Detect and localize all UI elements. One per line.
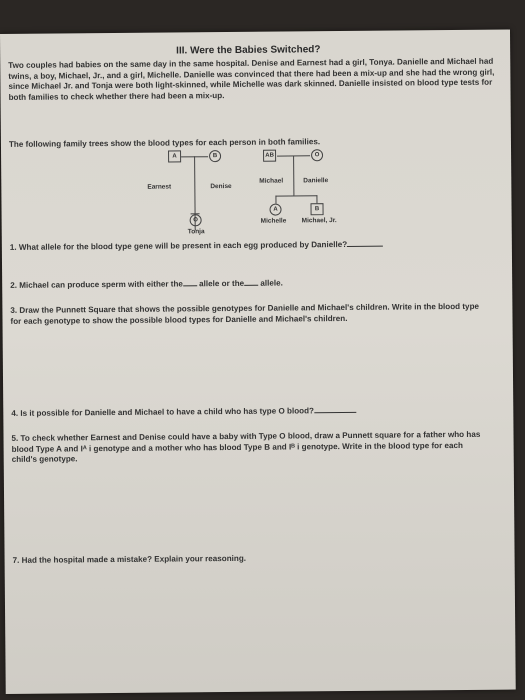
sibling-line-2	[275, 195, 317, 196]
question-3: 3. Draw the Punnett Square that shows the possible genotypes for Danielle and Michael's children. Write in the blood type for each genotype to show the possible blood types for Danielle and Michael's children.	[10, 301, 480, 326]
question-1-text: 1. What allele for the blood type gene will be present in each egg produced by Danielle?	[9, 239, 348, 252]
michelle-name: Michelle	[260, 217, 287, 225]
michael-jr-name: Michael, Jr.	[301, 217, 337, 225]
question-2-blank-2[interactable]	[244, 278, 258, 286]
michael-jr-symbol: B	[310, 203, 323, 215]
tree-intro-text: The following family trees show the blood types for each person in both families.	[8, 137, 321, 149]
michelle-drop	[275, 196, 276, 204]
question-1	[10, 238, 502, 254]
denise-name: Denise	[210, 182, 232, 191]
earnest-name: Earnest	[147, 183, 172, 191]
michael-jr-drop	[316, 195, 317, 203]
michelle-symbol: A	[269, 204, 281, 216]
question-1-answer-blank[interactable]	[347, 239, 383, 247]
question-2-text-c: allele.	[260, 278, 283, 288]
denise-symbol: B	[209, 150, 221, 162]
question-2-text-a: 2. Michael can produce sperm with either the	[10, 279, 183, 290]
worksheet-page	[0, 30, 516, 694]
intro-paragraph: Two couples had babies on the same day in the same hospital. Denise and Earnest had a girl, Tonya. Danielle and Michael had twins, a boy, Michael, Jr., and a girl, Michelle. Danielle was convinced that there had been a mix-up and she had the wrong girl, since Michael Jr. and Tonja were both light-skinned, while Michelle was dark skinned. Danielle insisted on blood type tests for both families to check whether there had been a mix-up.	[8, 56, 495, 103]
question-2-text-b: allele or the	[199, 278, 245, 289]
question-5: 5. To check whether Earnest and Denise could have a baby with Type O blood, draw a Punnett square for a father who has blood Type A and Iᴬ i genotype and a mother who has blood Type B and Iᴮ i genotype. Write in the blood type for each child's genotype.	[11, 429, 481, 465]
danielle-name: Danielle	[303, 177, 329, 185]
earnest-symbol: A	[168, 150, 181, 162]
michael-symbol: AB	[263, 150, 276, 162]
tonja-symbol: O	[190, 214, 202, 226]
question-2-blank-1[interactable]	[183, 278, 197, 286]
descent-line-2	[293, 155, 294, 195]
tonja-name: Tonja	[187, 228, 205, 236]
question-4	[11, 404, 503, 420]
michael-name: Michael	[259, 177, 284, 185]
danielle-symbol: O	[311, 149, 323, 161]
worksheet-title: III. Were the Babies Switched?	[176, 44, 321, 57]
question-2	[10, 276, 502, 292]
question-4-text: 4. Is it possible for Danielle and Michael to have a child who has type O blood?	[11, 406, 315, 418]
question-4-answer-blank[interactable]	[314, 405, 356, 413]
question-7: 7. Had the hospital made a mistake? Explain your reasoning.	[12, 553, 247, 565]
